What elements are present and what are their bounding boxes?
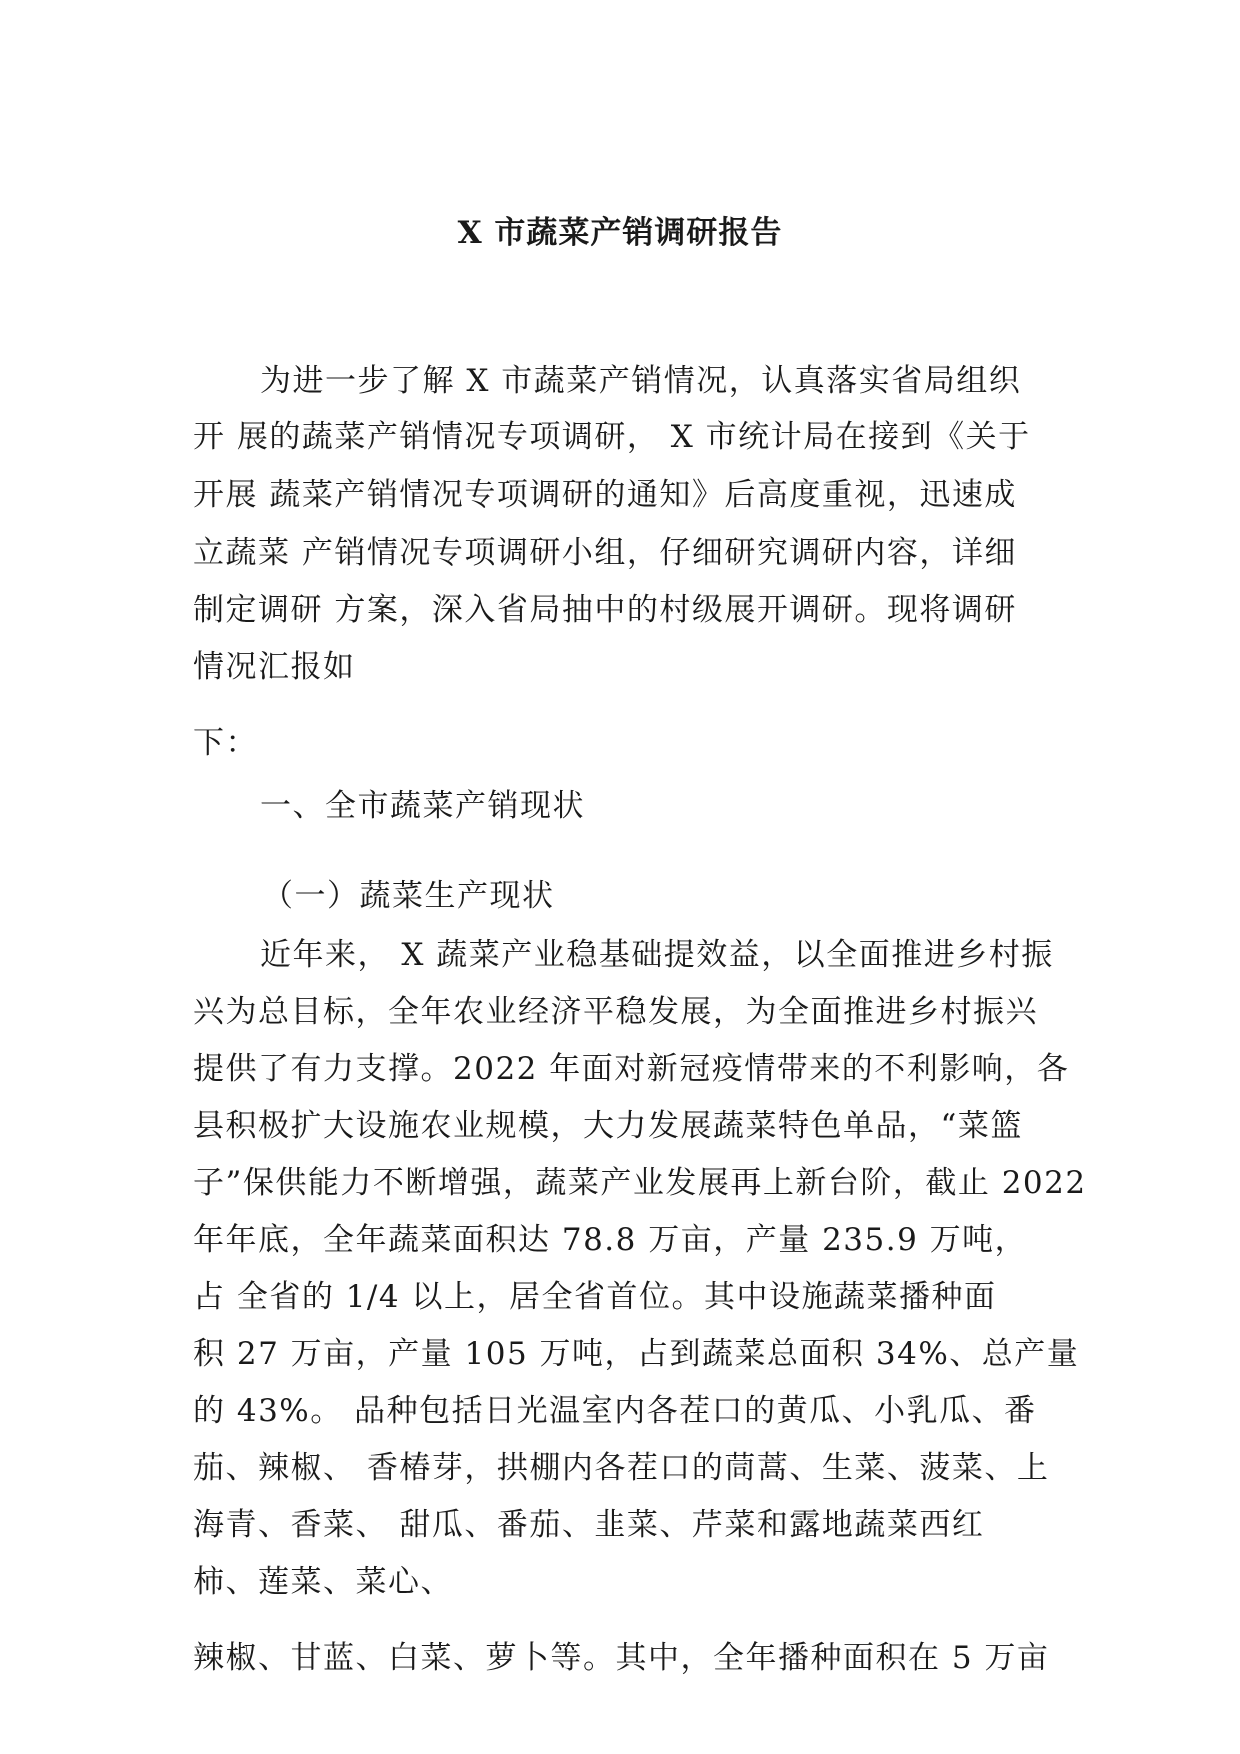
intro-line-7: 下：	[193, 725, 258, 761]
body-line-1: 近年来， X 蔬菜产业稳基础提效益，以全面推进乡村振	[260, 937, 1054, 973]
subsection-1-heading: （一）蔬菜生产现状	[262, 878, 555, 914]
body-line-12: 柿、莲菜、菜心、	[193, 1564, 453, 1600]
body-line-8: 积 27 万亩，产量 105 万吨，占到蔬菜总面积 34%、总产量	[193, 1336, 1080, 1372]
body-line-6: 年年底，全年蔬菜面积达 78.8 万亩，产量 235.9 万吨，	[193, 1222, 1028, 1258]
body-line-3: 提供了有力支撑。2022 年面对新冠疫情带来的不利影响，各	[193, 1051, 1070, 1087]
intro-line-1: 为进一步了解 X 市蔬菜产销情况，认真落实省局组织	[260, 363, 1022, 399]
body-line-10: 茄、辣椒、 香椿芽，拱棚内各茬口的茼蒿、生菜、菠菜、上	[193, 1450, 1050, 1486]
body-line-2: 兴为总目标，全年农业经济平稳发展，为全面推进乡村振兴	[193, 994, 1038, 1030]
intro-line-5: 制定调研 方案，深入省局抽中的村级展开调研。现将调研	[193, 592, 1017, 628]
intro-line-4: 立蔬菜 产销情况专项调研小组，仔细研究调研内容，详细	[193, 535, 1017, 571]
body-line-4: 县积极扩大设施农业规模，大力发展蔬菜特色单品，“菜篮	[193, 1108, 1023, 1144]
body-line-11: 海青、香菜、 甜瓜、番茄、韭菜、芹菜和露地蔬菜西红	[193, 1507, 985, 1543]
intro-line-3: 开展 蔬菜产销情况专项调研的通知》后高度重视，迅速成	[193, 477, 1017, 513]
body-line-7: 占 全省的 1/4 以上，居全省首位。其中设施蔬菜播种面	[193, 1279, 997, 1315]
intro-line-6: 情况汇报如	[193, 649, 356, 685]
intro-line-2: 开 展的蔬菜产销情况专项调研， X 市统计局在接到《关于	[193, 419, 1031, 455]
document-title: X 市蔬菜产销调研报告	[457, 215, 783, 251]
section-1-heading: 一、全市蔬菜产销现状	[260, 788, 585, 824]
body-line-9: 的 43%。 品种包括日光温室内各茬口的黄瓜、小乳瓜、番	[193, 1393, 1037, 1429]
body-line-13: 辣椒、甘蓝、白菜、萝卜等。其中，全年播种面积在 5 万亩	[193, 1640, 1050, 1676]
body-line-5: 子”保供能力不断增强，蔬菜产业发展再上新台阶，截止 2022	[193, 1165, 1087, 1201]
